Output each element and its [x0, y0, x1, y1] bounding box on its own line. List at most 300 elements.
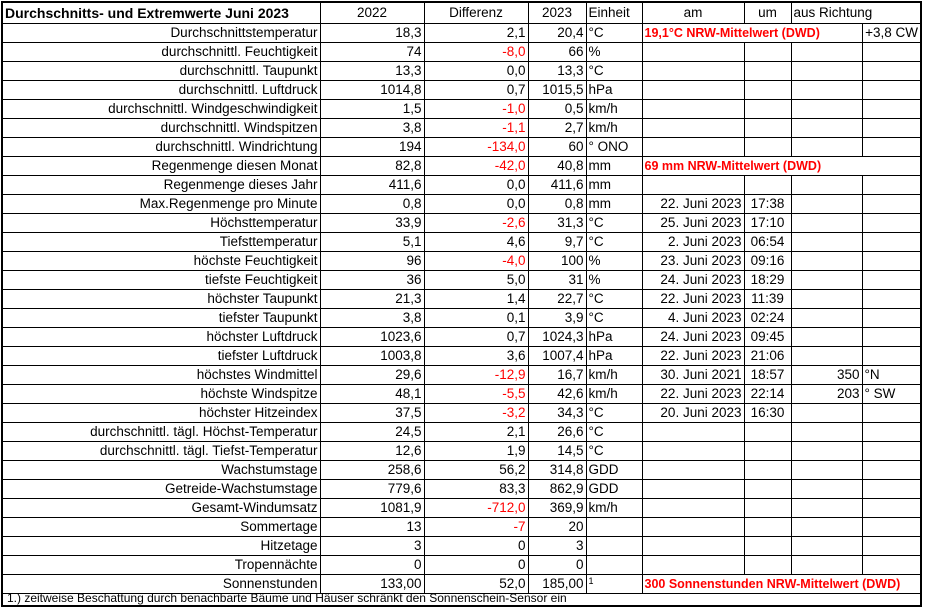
value-diff: 0,0: [424, 62, 528, 81]
date-am: [642, 499, 744, 518]
time-um: [744, 176, 791, 195]
date-am: [642, 537, 744, 556]
time-um: [744, 138, 791, 157]
value-2022: 779,6: [320, 480, 424, 499]
col-header-unit: Einheit: [586, 3, 642, 24]
direction-degrees: [791, 328, 862, 347]
col-header-am: am: [642, 3, 744, 24]
value-diff: 0,1: [424, 309, 528, 328]
value-2022: 12,6: [320, 442, 424, 461]
direction-degrees: [791, 81, 862, 100]
direction-label: [862, 252, 920, 271]
value-2023: 411,6: [528, 176, 586, 195]
table-row: [3, 290, 920, 309]
unit: mm: [586, 157, 642, 176]
value-2023: 9,7: [528, 233, 586, 252]
table-row: [3, 119, 920, 138]
row-label: höchster Taupunkt: [3, 290, 320, 309]
date-am: [642, 556, 744, 575]
date-am: [642, 81, 744, 100]
table-row: [3, 176, 920, 195]
unit: km/h: [586, 366, 642, 385]
value-diff: 3,6: [424, 347, 528, 366]
direction-degrees: [791, 252, 862, 271]
date-am: 24. Juni 2023: [642, 328, 744, 347]
date-am: 25. Juni 2023: [642, 214, 744, 233]
value-2022: 82,8: [320, 157, 424, 176]
direction-label: [862, 461, 920, 480]
value-2022: 258,6: [320, 461, 424, 480]
row-label: durchschnittl. Windrichtung: [3, 138, 320, 157]
value-2023: 3,9: [528, 309, 586, 328]
direction-label: [862, 214, 920, 233]
row-label: tiefster Taupunkt: [3, 309, 320, 328]
col-header-um: um: [744, 3, 791, 24]
extra-value: +3,8 CW: [862, 24, 920, 43]
row-label: Gesamt-Windumsatz: [3, 499, 320, 518]
table-row: [3, 556, 920, 575]
table-row: [3, 499, 920, 518]
unit: [586, 537, 642, 556]
value-2023: 26,6: [528, 423, 586, 442]
unit: °C: [586, 290, 642, 309]
value-2022: 1,5: [320, 100, 424, 119]
value-2023: 1007,4: [528, 347, 586, 366]
unit: km/h: [586, 119, 642, 138]
row-label: höchste Feuchtigkeit: [3, 252, 320, 271]
date-am: 23. Juni 2023: [642, 252, 744, 271]
direction-degrees: [791, 423, 862, 442]
value-2023: 0,8: [528, 195, 586, 214]
row-label: tiefste Feuchtigkeit: [3, 271, 320, 290]
value-2022: 18,3: [320, 24, 424, 43]
time-um: 18:29: [744, 271, 791, 290]
direction-degrees: [791, 43, 862, 62]
time-um: [744, 499, 791, 518]
value-2022: 0: [320, 556, 424, 575]
value-diff: -4,0: [424, 252, 528, 271]
direction-degrees: [791, 195, 862, 214]
value-diff: -5,5: [424, 385, 528, 404]
direction-degrees: [791, 271, 862, 290]
direction-label: [862, 271, 920, 290]
table-row: [3, 100, 920, 119]
time-um: 18:57: [744, 366, 791, 385]
table-row: [3, 138, 920, 157]
time-um: [744, 461, 791, 480]
direction-label: [862, 138, 920, 157]
value-2022: 1003,8: [320, 347, 424, 366]
spreadsheet: [1, 1, 922, 607]
table-row: [3, 233, 920, 252]
header-row: [3, 3, 920, 24]
date-am: [642, 461, 744, 480]
value-diff: 1,9: [424, 442, 528, 461]
table-row: [3, 81, 920, 100]
direction-degrees: [791, 233, 862, 252]
direction-label: [862, 195, 920, 214]
row-label: Hitzetage: [3, 537, 320, 556]
date-am: 22. Juni 2023: [642, 195, 744, 214]
time-um: [744, 556, 791, 575]
direction-degrees: [791, 119, 862, 138]
row-label: höchstes Windmittel: [3, 366, 320, 385]
value-2023: 100: [528, 252, 586, 271]
table-row: [3, 43, 920, 62]
direction-degrees: [791, 100, 862, 119]
unit: GDD: [586, 480, 642, 499]
direction-label: ° SW: [862, 385, 920, 404]
date-am: 22. Juni 2023: [642, 347, 744, 366]
time-um: [744, 119, 791, 138]
value-2022: 24,5: [320, 423, 424, 442]
unit: km/h: [586, 385, 642, 404]
value-diff: 83,3: [424, 480, 528, 499]
value-2022: 1081,9: [320, 499, 424, 518]
date-am: 30. Juni 2021: [642, 366, 744, 385]
table-row: [3, 537, 920, 556]
date-am: [642, 423, 744, 442]
unit: °C: [586, 62, 642, 81]
unit: %: [586, 43, 642, 62]
unit: %: [586, 271, 642, 290]
value-2022: 13: [320, 518, 424, 537]
table-title: Durchschnitts- und Extremwerte Juni 2023: [3, 3, 320, 24]
time-um: 17:10: [744, 214, 791, 233]
dwd-note: 19,1°C NRW-Mittelwert (DWD): [642, 24, 862, 43]
value-diff: -8,0: [424, 43, 528, 62]
table-row: [3, 24, 920, 43]
value-diff: 52,0: [424, 575, 528, 594]
date-am: 22. Juni 2023: [642, 385, 744, 404]
table-row: [3, 480, 920, 499]
time-um: 22:14: [744, 385, 791, 404]
value-diff: 0: [424, 556, 528, 575]
value-2023: 20: [528, 518, 586, 537]
direction-label: [862, 404, 920, 423]
value-2022: 36: [320, 271, 424, 290]
direction-label: [862, 347, 920, 366]
direction-label: [862, 176, 920, 195]
value-diff: 0: [424, 537, 528, 556]
direction-degrees: [791, 556, 862, 575]
value-2022: 74: [320, 43, 424, 62]
direction-degrees: 350: [791, 366, 862, 385]
value-2023: 2,7: [528, 119, 586, 138]
direction-label: [862, 290, 920, 309]
time-um: [744, 43, 791, 62]
time-um: 06:54: [744, 233, 791, 252]
time-um: 17:38: [744, 195, 791, 214]
direction-label: [862, 442, 920, 461]
table-row: [3, 271, 920, 290]
direction-degrees: 203: [791, 385, 862, 404]
value-2023: 31,3: [528, 214, 586, 233]
direction-degrees: [791, 290, 862, 309]
value-2023: 20,4: [528, 24, 586, 43]
date-am: [642, 480, 744, 499]
table-row: [3, 157, 920, 176]
value-2022: 96: [320, 252, 424, 271]
value-diff: -2,6: [424, 214, 528, 233]
unit: °C: [586, 423, 642, 442]
row-label: Getreide-Wachstumstage: [3, 480, 320, 499]
unit: hPa: [586, 347, 642, 366]
direction-label: °N: [862, 366, 920, 385]
direction-degrees: [791, 347, 862, 366]
table-row: [3, 423, 920, 442]
time-um: [744, 480, 791, 499]
row-label: Regenmenge diesen Monat: [3, 157, 320, 176]
date-am: 22. Juni 2023: [642, 290, 744, 309]
value-2023: 13,3: [528, 62, 586, 81]
unit: %: [586, 252, 642, 271]
value-diff: 56,2: [424, 461, 528, 480]
value-2023: 16,7: [528, 366, 586, 385]
direction-degrees: [791, 499, 862, 518]
footnote: 1.) zeitweise Beschattung durch benachbarte Bäume und Häuser schränkt den Sonnenschein-Sensor ein: [7, 591, 567, 605]
value-2023: 40,8: [528, 157, 586, 176]
unit: °C: [586, 214, 642, 233]
row-label: Sonnenstunden: [3, 575, 320, 594]
row-label: höchster Hitzeindex: [3, 404, 320, 423]
row-label: durchschnittl. Windspitzen: [3, 119, 320, 138]
row-label: höchster Luftdruck: [3, 328, 320, 347]
date-am: 20. Juni 2023: [642, 404, 744, 423]
value-2023: 66: [528, 43, 586, 62]
value-2022: 33,9: [320, 214, 424, 233]
direction-label: [862, 81, 920, 100]
date-am: [642, 43, 744, 62]
table-row: [3, 195, 920, 214]
value-diff: 0,0: [424, 176, 528, 195]
value-2023: 1015,5: [528, 81, 586, 100]
value-2023: 22,7: [528, 290, 586, 309]
date-am: [642, 176, 744, 195]
value-diff: 2,1: [424, 24, 528, 43]
value-diff: -12,9: [424, 366, 528, 385]
weather-table: [3, 3, 920, 594]
direction-degrees: [791, 518, 862, 537]
table-row: [3, 309, 920, 328]
time-um: 16:30: [744, 404, 791, 423]
time-um: 11:39: [744, 290, 791, 309]
direction-degrees: [791, 309, 862, 328]
direction-label: [862, 499, 920, 518]
unit: °C: [586, 233, 642, 252]
value-2023: 42,6: [528, 385, 586, 404]
table-row: [3, 214, 920, 233]
unit: [586, 556, 642, 575]
direction-label: [862, 309, 920, 328]
value-2023: 31: [528, 271, 586, 290]
value-2022: 48,1: [320, 385, 424, 404]
direction-label: [862, 518, 920, 537]
direction-label: [862, 480, 920, 499]
direction-degrees: [791, 537, 862, 556]
value-2023: 3: [528, 537, 586, 556]
direction-label: [862, 62, 920, 81]
direction-degrees: [791, 442, 862, 461]
value-diff: 0,7: [424, 81, 528, 100]
unit: [586, 518, 642, 537]
unit: ° ONO: [586, 138, 642, 157]
unit: °C: [586, 309, 642, 328]
col-header-2023: 2023: [528, 3, 586, 24]
unit: °C: [586, 442, 642, 461]
time-um: 21:06: [744, 347, 791, 366]
value-diff: 0,7: [424, 328, 528, 347]
value-diff: 1,4: [424, 290, 528, 309]
row-label: höchste Windspitze: [3, 385, 320, 404]
unit: km/h: [586, 499, 642, 518]
direction-label: [862, 119, 920, 138]
value-2023: 185,00: [528, 575, 586, 594]
time-um: [744, 442, 791, 461]
date-am: [642, 442, 744, 461]
value-diff: -134,0: [424, 138, 528, 157]
col-header-2022: 2022: [320, 3, 424, 24]
dwd-note: 69 mm NRW-Mittelwert (DWD): [642, 157, 920, 176]
row-label: durchschnittl. tägl. Höchst-Temperatur: [3, 423, 320, 442]
value-diff: 5,0: [424, 271, 528, 290]
date-am: [642, 518, 744, 537]
value-2023: 0: [528, 556, 586, 575]
table-row: [3, 404, 920, 423]
row-label: Tiefsttemperatur: [3, 233, 320, 252]
direction-label: [862, 556, 920, 575]
table-row: [3, 442, 920, 461]
value-2022: 133,00: [320, 575, 424, 594]
direction-degrees: [791, 62, 862, 81]
value-2023: 862,9: [528, 480, 586, 499]
direction-label: [862, 233, 920, 252]
unit: GDD: [586, 461, 642, 480]
table-row: [3, 328, 920, 347]
value-diff: 0,0: [424, 195, 528, 214]
value-diff: -3,2: [424, 404, 528, 423]
col-header-direction: aus Richtung: [791, 3, 920, 24]
value-2022: 3: [320, 537, 424, 556]
time-um: [744, 100, 791, 119]
value-2023: 314,8: [528, 461, 586, 480]
unit: km/h: [586, 100, 642, 119]
date-am: 2. Juni 2023: [642, 233, 744, 252]
direction-label: [862, 100, 920, 119]
row-label: tiefster Luftdruck: [3, 347, 320, 366]
table-row: [3, 461, 920, 480]
time-um: [744, 62, 791, 81]
value-2022: 0,8: [320, 195, 424, 214]
row-label: Regenmenge dieses Jahr: [3, 176, 320, 195]
direction-degrees: [791, 480, 862, 499]
table-row: [3, 252, 920, 271]
value-2022: 37,5: [320, 404, 424, 423]
value-diff: 4,6: [424, 233, 528, 252]
row-label: durchschnittl. tägl. Tiefst-Temperatur: [3, 442, 320, 461]
unit: °C: [586, 404, 642, 423]
date-am: 4. Juni 2023: [642, 309, 744, 328]
date-am: [642, 62, 744, 81]
date-am: [642, 138, 744, 157]
direction-degrees: [791, 404, 862, 423]
table-row: [3, 366, 920, 385]
time-um: 02:24: [744, 309, 791, 328]
direction-degrees: [791, 176, 862, 195]
row-label: durchschnittl. Windgeschwindigkeit: [3, 100, 320, 119]
table-row: [3, 385, 920, 404]
value-2022: 3,8: [320, 119, 424, 138]
row-label: durchschnittl. Feuchtigkeit: [3, 43, 320, 62]
row-label: Durchschnittstemperatur: [3, 24, 320, 43]
direction-label: [862, 328, 920, 347]
time-um: [744, 81, 791, 100]
value-diff: 2,1: [424, 423, 528, 442]
row-label: Höchsttemperatur: [3, 214, 320, 233]
time-um: [744, 423, 791, 442]
value-diff: -712,0: [424, 499, 528, 518]
row-label: Sommertage: [3, 518, 320, 537]
direction-label: [862, 423, 920, 442]
value-2022: 3,8: [320, 309, 424, 328]
value-2022: 194: [320, 138, 424, 157]
time-um: 09:45: [744, 328, 791, 347]
direction-label: [862, 537, 920, 556]
direction-label: [862, 43, 920, 62]
value-2022: 1014,8: [320, 81, 424, 100]
unit: hPa: [586, 328, 642, 347]
value-2022: 29,6: [320, 366, 424, 385]
col-header-diff: Differenz: [424, 3, 528, 24]
value-2022: 1023,6: [320, 328, 424, 347]
time-um: [744, 537, 791, 556]
unit: mm: [586, 195, 642, 214]
value-2023: 14,5: [528, 442, 586, 461]
value-2022: 5,1: [320, 233, 424, 252]
date-am: 24. Juni 2023: [642, 271, 744, 290]
unit: °C: [586, 24, 642, 43]
table-row: [3, 518, 920, 537]
row-label: durchschnittl. Luftdruck: [3, 81, 320, 100]
value-2022: 411,6: [320, 176, 424, 195]
value-2022: 13,3: [320, 62, 424, 81]
value-diff: -7: [424, 518, 528, 537]
value-2023: 34,3: [528, 404, 586, 423]
date-am: [642, 119, 744, 138]
value-diff: -42,0: [424, 157, 528, 176]
row-label: Wachstumstage: [3, 461, 320, 480]
value-2023: 60: [528, 138, 586, 157]
table-row: [3, 62, 920, 81]
unit: mm: [586, 176, 642, 195]
value-2023: 1024,3: [528, 328, 586, 347]
value-diff: -1,1: [424, 119, 528, 138]
time-um: [744, 518, 791, 537]
direction-degrees: [791, 138, 862, 157]
row-label: Max.Regenmenge pro Minute: [3, 195, 320, 214]
time-um: 09:16: [744, 252, 791, 271]
unit: hPa: [586, 81, 642, 100]
direction-degrees: [791, 214, 862, 233]
value-2023: 369,9: [528, 499, 586, 518]
row-label: durchschnittl. Taupunkt: [3, 62, 320, 81]
dwd-note: 300 Sonnenstunden NRW-Mittelwert (DWD): [642, 575, 920, 594]
value-2023: 0,5: [528, 100, 586, 119]
table-row: [3, 347, 920, 366]
row-label: Tropennächte: [3, 556, 320, 575]
direction-degrees: [791, 461, 862, 480]
value-2022: 21,3: [320, 290, 424, 309]
